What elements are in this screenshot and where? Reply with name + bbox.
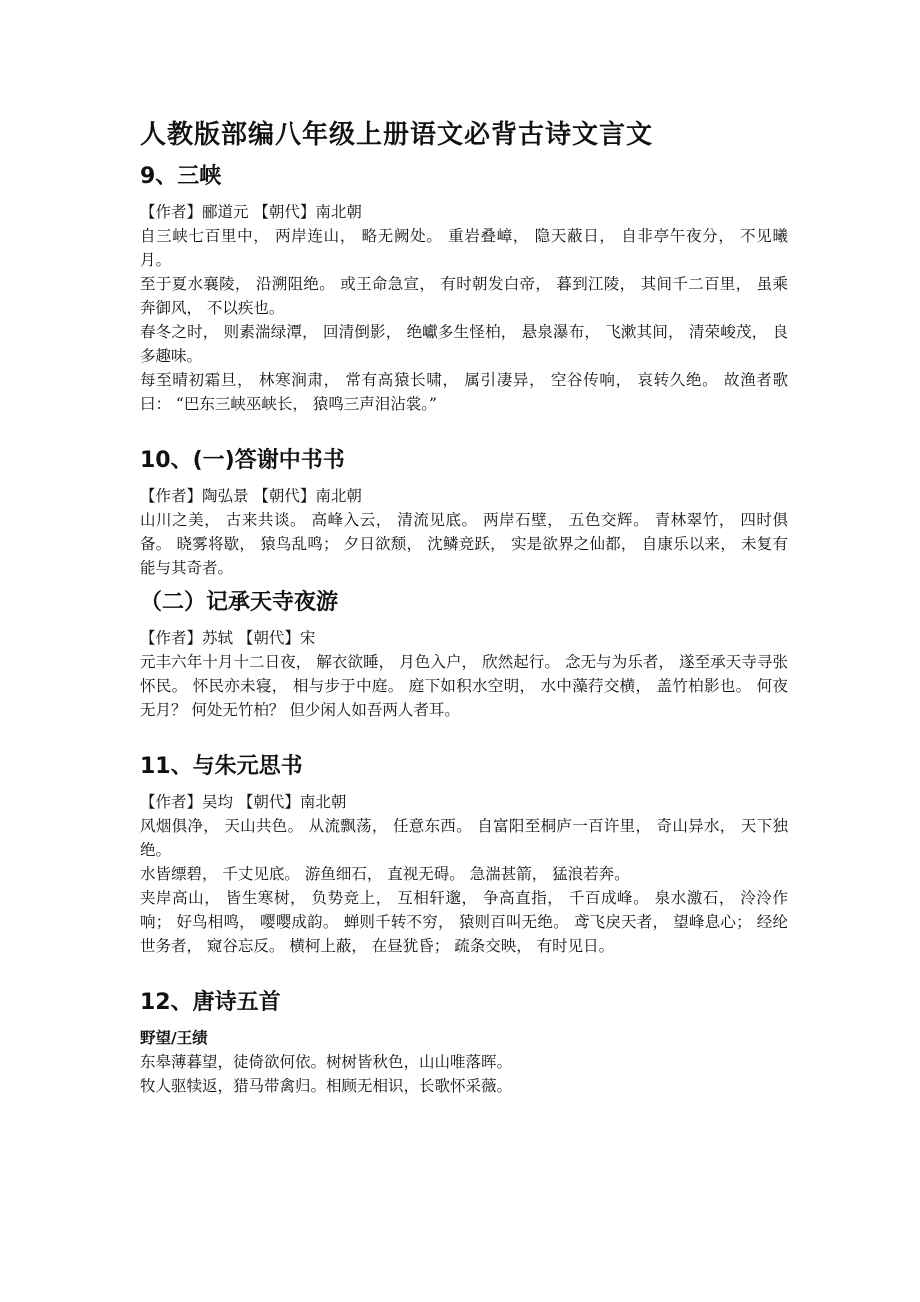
- paragraph: 山川之美， 古来共谈。 高峰入云， 清流见底。 两岸石壁， 五色交辉。 青林翠竹， 四时俱备。 晓雾将歇， 猿鸟乱鸣； 夕日欲颓， 沈鳞竞跃， 实是欲界之仙都， 自康乐以来， 未复有能与其奇者。: [140, 511, 788, 577]
- paragraph: 元丰六年十月十二日夜， 解衣欲睡， 月色入户， 欣然起行。 念无与为乐者， 遂至承天寺寻张怀民。 怀民亦未寝， 相与步于中庭。 庭下如积水空明， 水中藻荇交横， 盖竹柏影也。 何夜无月？ 何处无竹柏？ 但少闲人如吾两人者耳。: [140, 653, 788, 719]
- poem-title: 野望/王绩: [140, 1029, 208, 1047]
- section-heading: 9、三峡: [140, 164, 222, 189]
- paragraph: 自三峡七百里中， 两岸连山， 略无阙处。 重岩叠嶂， 隐天蔽日， 自非亭午夜分， 不见曦月。: [140, 227, 788, 269]
- section-heading: （二）记承天寺夜游: [140, 590, 339, 615]
- section-heading: 11、与朱元思书: [140, 754, 303, 779]
- poem-line: 牧人驱犊返，猎马带禽归。相顾无相识，长歌怀采薇。: [140, 1077, 513, 1095]
- document-page: [140, 118, 788, 1098]
- section-sanxia: [140, 162, 788, 416]
- paragraph: 至于夏水襄陵， 沿溯阻绝。 或王命急宣， 有时朝发白帝， 暮到江陵， 其间千二百里， 虽乘奔御风， 不以疾也。: [140, 275, 788, 317]
- author-line: 【作者】郦道元 【朝代】南北朝: [140, 203, 362, 221]
- paragraph: 春冬之时， 则素湍绿潭， 回清倒影， 绝巘多生怪柏， 悬泉瀑布， 飞漱其间， 清荣峻茂， 良多趣味。: [140, 323, 788, 365]
- paragraph: 每至晴初霜旦， 林寒涧肃， 常有高猿长啸， 属引凄异， 空谷传响， 哀转久绝。 故渔者歌曰： “巴东三峡巫峡长， 猿鸣三声泪沾裳。”: [140, 371, 788, 413]
- author-line: 【作者】陶弘景 【朝代】南北朝: [140, 487, 362, 505]
- author-line: 【作者】吴均 【朝代】南北朝: [140, 793, 347, 811]
- document-title: 人教版部编八年级上册语文必背古诗文言文: [140, 120, 654, 150]
- section-heading: 10、(一)答谢中书书: [140, 448, 345, 473]
- section-tangshi: [140, 988, 788, 1098]
- section-heading: 12、唐诗五首: [140, 990, 281, 1015]
- author-line: 【作者】苏轼 【朝代】宋: [140, 629, 316, 647]
- paragraph: 风烟俱净， 天山共色。 从流飘荡， 任意东西。 自富阳至桐庐一百许里， 奇山异水， 天下独绝。: [140, 817, 788, 859]
- paragraph: 水皆缥碧， 千丈见底。 游鱼细石， 直视无碍。 急湍甚箭， 猛浪若奔。: [140, 865, 630, 883]
- section-zhuyuansi: [140, 752, 788, 958]
- section-daxie: [140, 446, 788, 580]
- paragraph: 夹岸高山， 皆生寒树， 负势竞上， 互相轩邈， 争高直指， 千百成峰。 泉水激石， 泠泠作响； 好鸟相鸣， 嘤嘤成韵。 蝉则千转不穷， 猿则百叫无绝。 鸢飞戾天者， 望峰息心； 经纶世务者， 窥谷忘反。 横柯上蔽， 在昼犹昏； 疏条交映， 有时见日。: [140, 889, 788, 955]
- section-chengtiansi: [140, 588, 788, 722]
- poem-line: 东皋薄暮望，徒倚欲何依。树树皆秋色，山山唯落晖。: [140, 1053, 513, 1071]
